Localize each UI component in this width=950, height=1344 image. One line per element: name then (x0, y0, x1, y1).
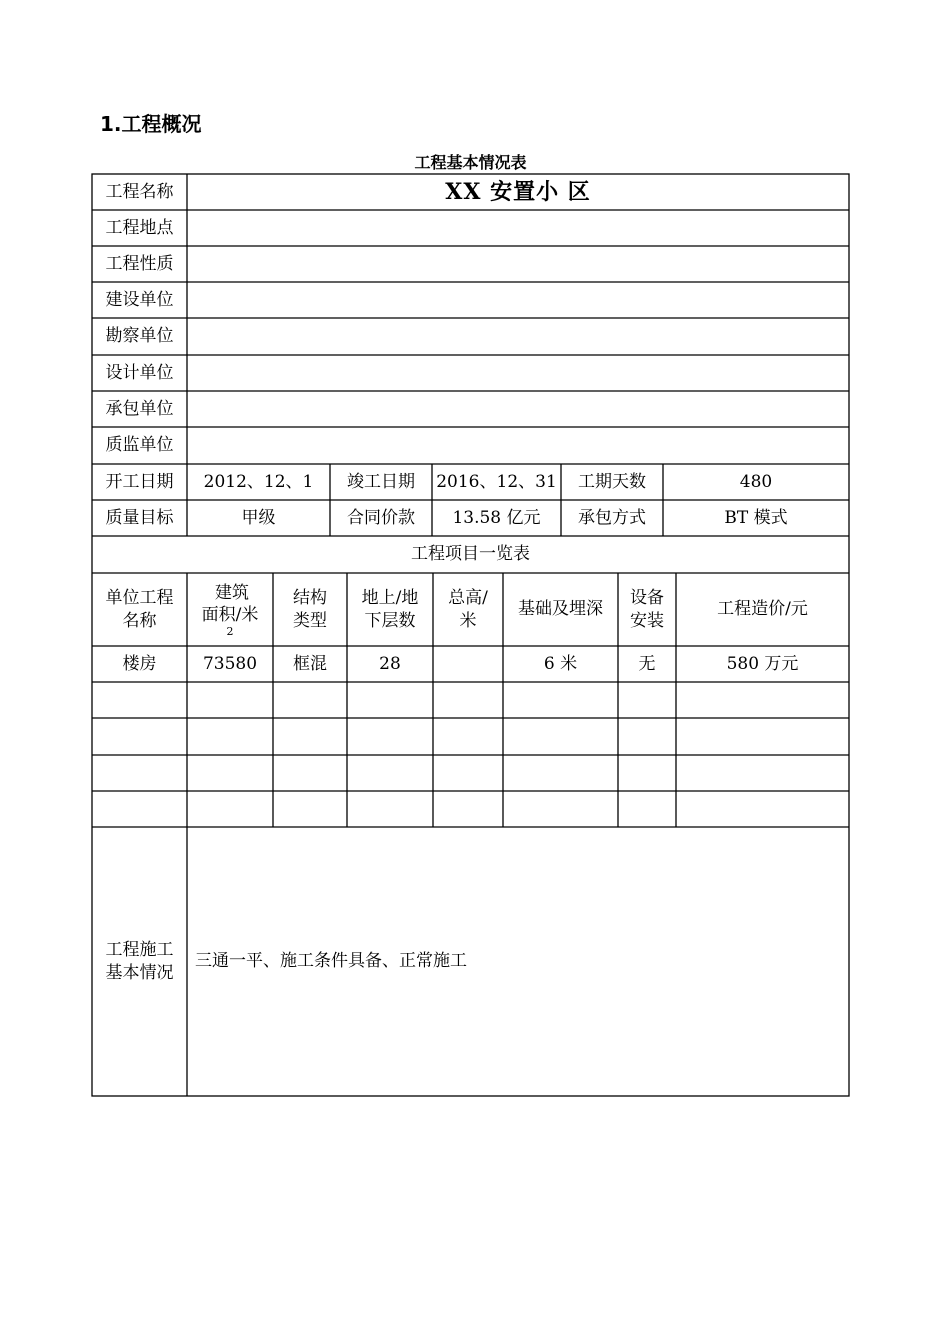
cell-equipment (618, 682, 676, 718)
cell-name (92, 682, 187, 718)
header-area-line1b: 筑 (232, 582, 249, 603)
cell-floors: 28 (379, 653, 401, 674)
header-unit-name-line1: 单位工程 (105, 588, 174, 609)
cell-structure (273, 791, 347, 827)
header-area-line1a: 建 (215, 582, 232, 603)
cell-foundation (503, 718, 618, 755)
section-heading: 1.工程概况 (100, 112, 202, 136)
cell-cost (676, 718, 849, 755)
header-unit-name-line2: 名称 (122, 610, 157, 631)
header-structure-line2: 类型 (293, 610, 327, 631)
cell-foundation (503, 791, 618, 827)
cell-floors (347, 718, 433, 755)
cell-cost (676, 755, 849, 791)
cell-name: 楼房 (122, 653, 157, 674)
cell-height (433, 682, 503, 718)
header-structure-line1: 结构 (293, 588, 327, 609)
header-area-line2: 面积/米 (201, 605, 259, 625)
header-floors (347, 573, 433, 646)
header-equipment (618, 573, 676, 646)
cell-floors (347, 682, 433, 718)
table-caption: 工程基本情况表 (414, 153, 527, 172)
header-height (433, 573, 503, 646)
cell-height (433, 791, 503, 827)
quality-value: 甲级 (241, 507, 276, 528)
construction-label-line1: 工程施工 (105, 940, 174, 961)
builder-value (187, 282, 849, 318)
construction-label (92, 827, 187, 1096)
cell-area (187, 682, 273, 718)
cell-equipment (618, 755, 676, 791)
cell-structure (273, 718, 347, 755)
header-height-line2: 米 (459, 610, 477, 631)
location-value (187, 210, 849, 246)
cell-name (92, 718, 187, 755)
nature-label: 工程性质 (105, 253, 174, 274)
header-area (187, 573, 273, 646)
cell-foundation: 6 米 (543, 653, 578, 674)
header-structure (273, 573, 347, 646)
cell-name (92, 755, 187, 791)
header-area-line3: 2 (226, 625, 234, 639)
construction-value: 三通一平、施工条件具备、正常施工 (195, 951, 467, 972)
end-date-label: 竣工日期 (347, 471, 415, 492)
project-name-label: 工程名称 (105, 181, 174, 202)
cell-equipment (618, 718, 676, 755)
cell-floors (347, 755, 433, 791)
cell-equipment (618, 791, 676, 827)
header-foundation: 基础及埋深 (518, 599, 603, 620)
duration-value: 480 (739, 471, 773, 492)
header-equipment-line2: 安装 (630, 610, 664, 631)
project-name-value: XX 安置小 区 (445, 178, 591, 205)
construction-label-line2: 基本情况 (105, 962, 174, 983)
cell-height (433, 646, 503, 682)
survey-value (187, 318, 849, 355)
design-value (187, 355, 849, 391)
header-height-line1: 总高/ (448, 588, 488, 609)
cell-area (187, 718, 273, 755)
cell-area (187, 755, 273, 791)
header-unit-name (92, 573, 187, 646)
supervision-label: 质监单位 (105, 435, 174, 456)
cell-area (187, 791, 273, 827)
cell-cost (676, 791, 849, 827)
cell-height (433, 718, 503, 755)
cell-structure: 框混 (293, 653, 327, 674)
start-date-value: 2012、12、1 (203, 471, 314, 492)
cell-cost (676, 682, 849, 718)
header-cost: 工程造价/元 (717, 599, 808, 620)
contractor-value (187, 391, 849, 427)
builder-label: 建设单位 (105, 289, 174, 310)
cell-structure (273, 755, 347, 791)
location-label: 工程地点 (105, 217, 174, 238)
cell-height (433, 755, 503, 791)
contract-mode-label: 承包方式 (578, 507, 646, 528)
contract-mode-value: BT 模式 (724, 507, 788, 528)
contractor-label: 承包单位 (105, 398, 174, 419)
header-floors-line2: 下层数 (364, 610, 416, 631)
nature-value (187, 246, 849, 282)
quality-label: 质量目标 (105, 507, 174, 528)
project-list-title: 工程项目一览表 (411, 544, 530, 565)
cell-foundation (503, 682, 618, 718)
cell-floors (347, 791, 433, 827)
supervision-value (187, 427, 849, 464)
cell-name (92, 791, 187, 827)
header-floors-line1: 地上/地 (361, 588, 419, 609)
header-equipment-line1: 设备 (630, 588, 664, 609)
cell-foundation (503, 755, 618, 791)
cell-area: 73580 (202, 653, 258, 674)
duration-label: 工期天数 (578, 471, 646, 492)
cell-structure (273, 682, 347, 718)
contract-price-value: 13.58 亿元 (452, 507, 541, 528)
design-label: 设计单位 (105, 362, 174, 383)
cell-cost: 580 万元 (726, 653, 799, 674)
contract-price-label: 合同价款 (347, 507, 415, 528)
cell-equipment: 无 (638, 653, 656, 674)
end-date-value: 2016、12、31 (436, 471, 557, 492)
survey-label: 勘察单位 (105, 326, 174, 347)
start-date-label: 开工日期 (105, 471, 174, 492)
